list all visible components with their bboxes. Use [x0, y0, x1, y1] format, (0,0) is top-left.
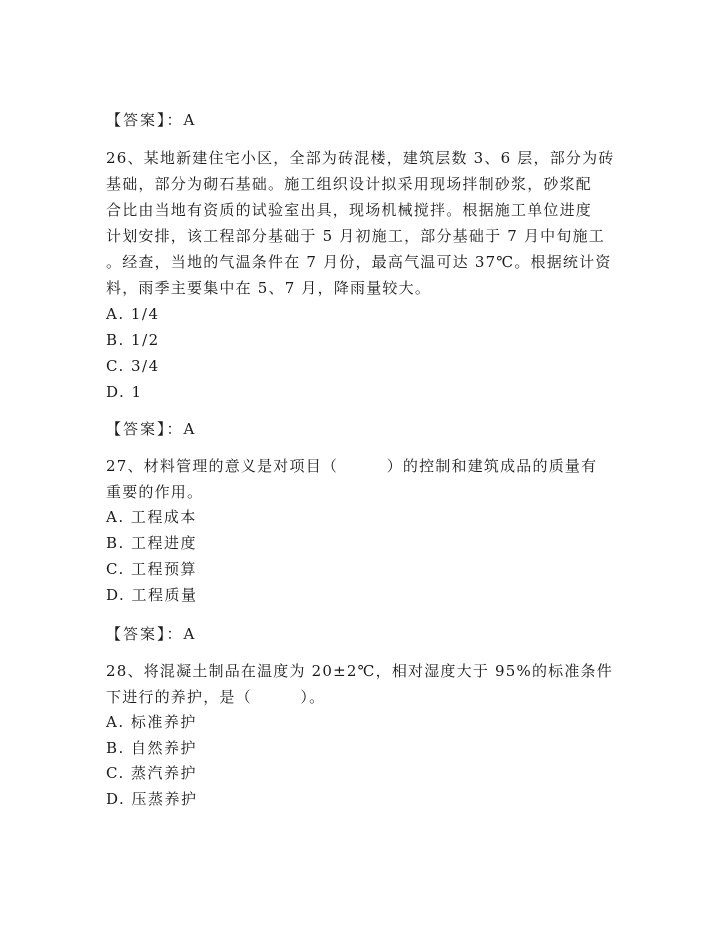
question-26-option-b: B. 1/2 — [106, 331, 160, 349]
question-26-line-4: 计划安排，该工程部分基础于 5 月初施工，部分基础于 7 月中旬施工 — [106, 227, 605, 245]
question-28-option-b: B. 自然养护 — [106, 739, 198, 757]
question-26-line-1: 26、某地新建住宅小区，全部为砖混楼，建筑层数 3、6 层，部分为砖 — [106, 149, 615, 167]
question-27-option-c: C. 工程预算 — [106, 560, 197, 578]
question-26-option-a: A. 1/4 — [106, 305, 160, 323]
question-28-line-1: 28、将混凝土制品在温度为 20±2℃，相对湿度大于 95%的标准条件 — [106, 662, 613, 680]
question-28-option-a: A. 标准养护 — [106, 713, 197, 731]
question-27-option-b: B. 工程进度 — [106, 534, 198, 552]
question-27-option-d: D. 工程质量 — [106, 586, 198, 604]
question-26-line-2: 基础，部分为砌石基础。施工组织设计拟采用现场拌制砂浆，砂浆配 — [106, 175, 593, 193]
answer-26: 【答案】：A — [106, 420, 197, 438]
question-27-line-1: 27、材料管理的意义是对项目（ ）的控制和建筑成品的质量有 — [106, 457, 598, 475]
question-27-option-a: A. 工程成本 — [106, 508, 197, 526]
question-26-line-6: 料，雨季主要集中在 5、7 月，降雨量较大。 — [106, 279, 432, 297]
question-26-line-5: 。经查，当地的气温条件在 7 月份，最高气温可达 37℃。根据统计资 — [106, 253, 612, 271]
question-26-option-d: D. 1 — [106, 383, 143, 401]
answer-27: 【答案】：A — [106, 625, 197, 643]
question-26-line-3: 合比由当地有资质的试验室出具，现场机械搅拌。根据施工单位进度 — [106, 201, 593, 219]
question-26-option-c: C. 3/4 — [106, 357, 160, 375]
question-28-line-2: 下进行的养护，是（ ）。 — [106, 688, 326, 706]
question-28-option-d: D. 压蒸养护 — [106, 790, 198, 808]
question-28-option-c: C. 蒸汽养护 — [106, 764, 197, 782]
answer-25: 【答案】：A — [106, 111, 197, 129]
question-27-line-2: 重要的作用。 — [106, 483, 204, 501]
